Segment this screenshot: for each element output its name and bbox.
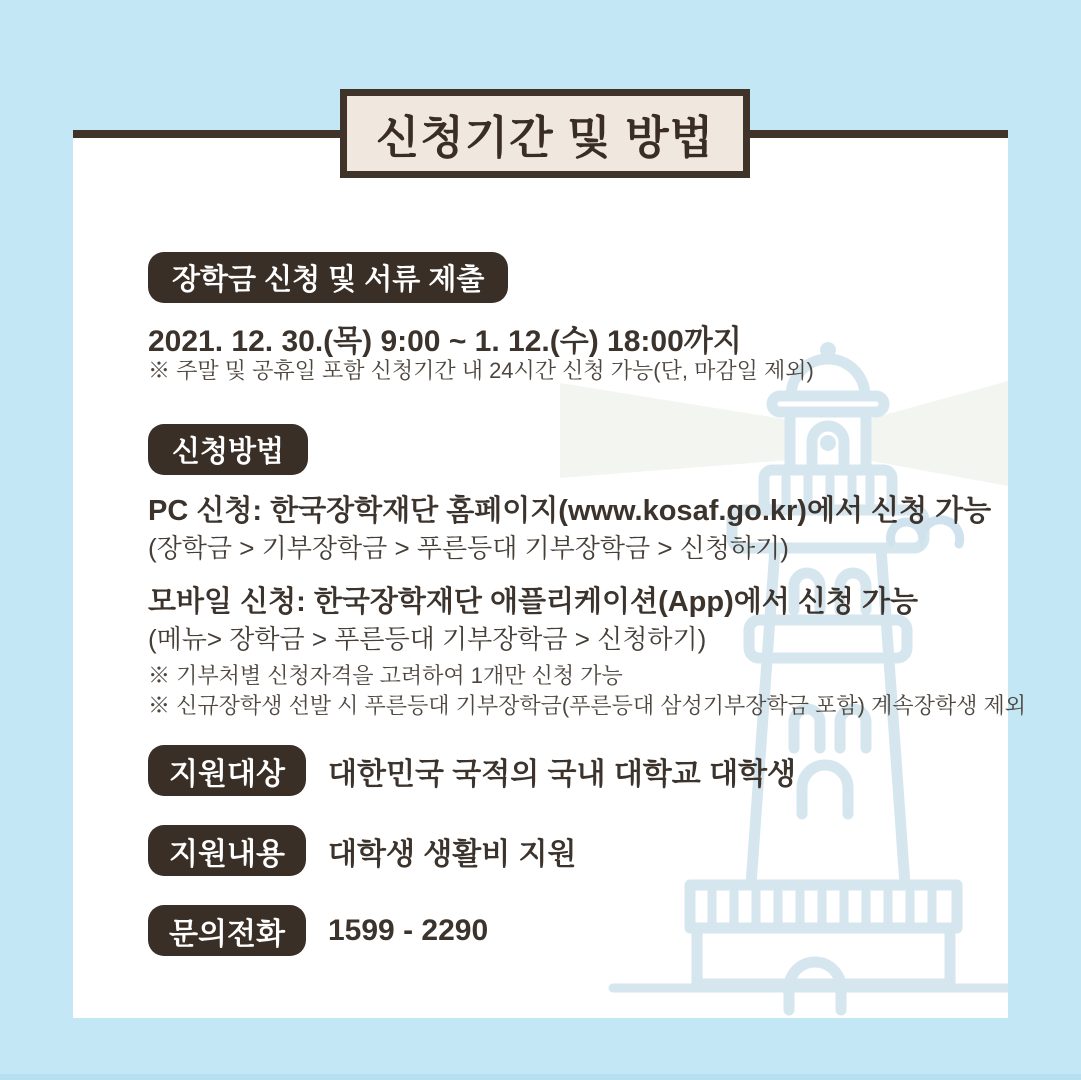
pc-apply-path: (장학금 > 기부장학금 > 푸른등대 기부장학금 > 신청하기) — [148, 533, 789, 563]
page-title-box — [340, 89, 750, 178]
row-value-phone: 1599 - 2290 — [328, 913, 489, 947]
pc-apply-heading: PC 신청: 한국장학재단 홈페이지(www.kosaf.go.kr)에서 신청 가능 — [148, 495, 992, 527]
page-title: 신청기간 및 방법 — [375, 112, 715, 163]
mobile-apply-path: (메뉴> 장학금 > 푸른등대 기부장학금 > 신청하기) — [148, 624, 707, 654]
info-row-content — [148, 825, 577, 876]
row-badge-phone: 문의전화 — [148, 905, 306, 956]
info-row-target — [148, 745, 796, 796]
mobile-apply-heading: 모바일 신청: 한국장학재단 애플리케이션(App)에서 신청 가능 — [148, 586, 918, 618]
row-badge-target: 지원대상 — [148, 745, 306, 796]
info-row-phone — [148, 905, 488, 956]
content-card — [73, 130, 1026, 1018]
method-note-1: ※ 기부처별 신청자격을 고려하여 1개만 신청 가능 — [148, 663, 623, 688]
section-badge-submission: 장학금 신청 및 서류 제출 — [148, 252, 508, 303]
section-badge-method: 신청방법 — [148, 424, 308, 475]
row-value-target: 대한민국 국적의 국내 대학교 대학생 — [328, 757, 797, 791]
submission-period: 2021. 12. 30.(목) 9:00 ~ 1. 12.(수) 18:00까지 — [148, 325, 742, 358]
row-value-content: 대학생 생활비 지원 — [328, 837, 577, 871]
method-note-2: ※ 신규장학생 선발 시 푸른등대 기부장학금(푸른등대 삼성기부장학금 포함) 계속장학생 제외 — [148, 693, 1026, 718]
row-badge-content: 지원내용 — [148, 825, 306, 876]
submission-note: ※ 주말 및 공휴일 포함 신청기간 내 24시간 신청 가능(단, 마감일 제외) — [148, 358, 814, 383]
light-beam-left — [560, 383, 790, 478]
bottom-strip — [0, 1074, 1081, 1080]
